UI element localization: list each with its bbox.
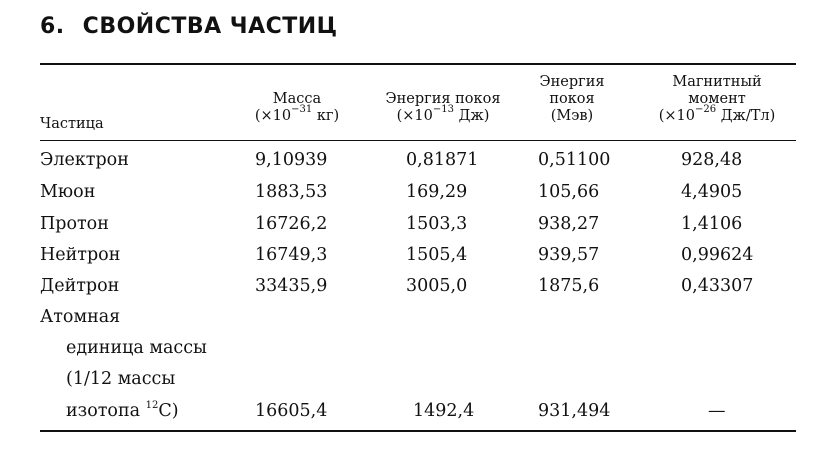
- row-name: Дейтрон: [40, 276, 120, 296]
- row-energy-j: 1505,4: [406, 245, 468, 265]
- header-mass-factor: (×10: [254, 108, 292, 124]
- row-energy-mev: 938,27: [538, 214, 600, 234]
- header-magnetic-moment-line2: момент: [688, 91, 746, 107]
- section-title: [40, 14, 338, 39]
- amu-isotope-mass-number: 12: [145, 400, 159, 411]
- header-rest-energy-j: [368, 91, 518, 125]
- header-rest-energy-mev-line2: покоя: [549, 91, 595, 107]
- header-mass: [232, 91, 362, 125]
- header-mass-line1: Масса: [272, 91, 322, 107]
- row-mass: 16726,2: [255, 214, 328, 234]
- row-name: Протон: [40, 214, 109, 234]
- row-moment: 0,99624: [681, 245, 754, 265]
- header-divider-rule: [40, 140, 796, 141]
- amu-energy-mev: 931,494: [538, 401, 611, 421]
- header-rest-energy-j-line2: [368, 104, 518, 125]
- header-rest-energy-j-exponent: −13: [432, 104, 454, 115]
- header-magnetic-moment-exponent: −26: [694, 104, 717, 115]
- header-mass-line2: [232, 104, 362, 125]
- amu-mass: 16605,4: [255, 401, 328, 421]
- section-number: 6.: [40, 14, 65, 39]
- row-energy-j: 169,29: [406, 182, 468, 202]
- amu-moment: —: [708, 401, 726, 421]
- row-mass: 1883,53: [255, 182, 328, 202]
- header-rest-energy-mev-line3: (Мэв): [550, 108, 594, 124]
- header-particle: [40, 116, 104, 133]
- table-bottom-rule: [40, 430, 796, 432]
- section-title-text: СВОЙСТВА ЧАСТИЦ: [82, 14, 338, 39]
- amu-isotope-prefix: изотопа: [66, 401, 146, 421]
- amu-isotope-suffix: C): [158, 401, 179, 421]
- row-mass: 9,10939: [255, 150, 328, 170]
- row-name: Мюон: [40, 182, 96, 202]
- amu-energy-j: 1492,4: [413, 401, 475, 421]
- row-moment: 928,48: [681, 150, 743, 170]
- row-moment: 4,4905: [681, 182, 743, 202]
- row-moment: 0,43307: [681, 276, 754, 296]
- row-energy-j: 0,81871: [406, 150, 479, 170]
- row-moment: 1,4106: [681, 214, 743, 234]
- header-mass-unit: кг): [312, 108, 340, 124]
- header-magnetic-moment-line1: Магнитный: [672, 74, 762, 90]
- amu-label-line1: Атомная: [40, 307, 121, 327]
- row-energy-mev: 105,66: [538, 182, 600, 202]
- row-mass: 33435,9: [255, 276, 328, 296]
- row-energy-mev: 939,57: [538, 245, 600, 265]
- amu-label-line4: [66, 401, 179, 421]
- header-rest-energy-mev-line1: Энергия: [539, 74, 605, 90]
- header-magnetic-moment-line3: [632, 104, 802, 125]
- header-rest-energy-j-unit: Дж): [453, 108, 490, 124]
- amu-label-line2: единица массы: [66, 338, 207, 358]
- header-rest-energy-j-factor: (×10: [396, 108, 433, 124]
- row-energy-mev: 1875,6: [538, 276, 600, 296]
- header-magnetic-moment-unit: Дж/Тл): [716, 108, 776, 124]
- row-name: Нейтрон: [40, 245, 121, 265]
- row-energy-j: 1503,3: [406, 214, 468, 234]
- header-magnetic-moment: [632, 74, 802, 125]
- table-top-rule: [40, 63, 796, 65]
- header-rest-energy-mev: [522, 74, 622, 125]
- row-mass: 16749,3: [255, 245, 328, 265]
- header-particle-label: Частица: [40, 116, 104, 132]
- amu-label-line3: (1/12 массы: [66, 369, 176, 389]
- header-rest-energy-j-line1: Энергия покоя: [385, 91, 501, 107]
- row-energy-j: 3005,0: [406, 276, 468, 296]
- row-energy-mev: 0,51100: [538, 150, 611, 170]
- header-mass-exponent: −31: [291, 104, 313, 115]
- row-name: Электрон: [40, 150, 129, 170]
- header-magnetic-moment-factor: (×10: [658, 108, 695, 124]
